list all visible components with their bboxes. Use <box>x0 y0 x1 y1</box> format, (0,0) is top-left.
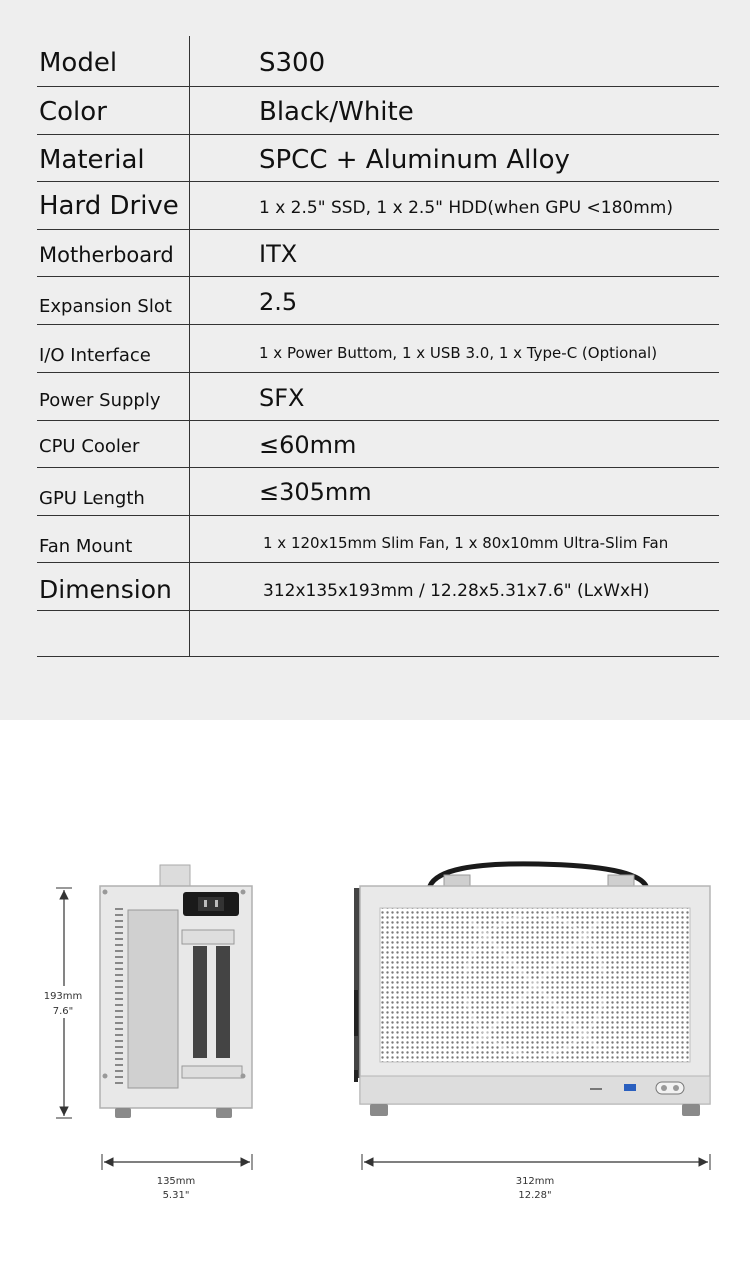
spec-label: GPU Length <box>39 488 145 509</box>
spec-row-motherboard <box>37 230 719 277</box>
spec-row-model <box>37 36 719 87</box>
spec-label: CPU Cooler <box>39 436 140 457</box>
spec-label: Expansion Slot <box>39 296 172 317</box>
length-dimension <box>362 1154 710 1201</box>
width-mm-label: 135mm <box>156 1176 196 1187</box>
spec-label: Fan Mount <box>39 536 133 557</box>
product-dimension-panel <box>0 720 750 1273</box>
spec-row-color <box>37 87 719 135</box>
spec-row-gpu-length <box>37 468 719 516</box>
width-in-label: 5.31" <box>162 1190 190 1201</box>
spec-row-hard-drive <box>37 182 719 230</box>
case-side-view <box>354 864 710 1116</box>
spec-value: Black/White <box>259 97 414 127</box>
spec-value: ≤305mm <box>259 478 372 506</box>
spec-row-material <box>37 135 719 182</box>
spec-value: ≤60mm <box>259 431 357 459</box>
length-in-label: 12.28" <box>518 1190 552 1201</box>
spec-label: Material <box>39 145 145 175</box>
spec-value: 1 x 120x15mm Slim Fan, 1 x 80x10mm Ultra-Slim Fan <box>263 534 669 552</box>
spec-row-cpu-cooler <box>37 421 719 468</box>
spec-row-power-supply <box>37 373 719 421</box>
spec-value: SPCC + Aluminum Alloy <box>259 145 570 175</box>
height-mm-label: 193mm <box>43 991 83 1002</box>
spec-label: Hard Drive <box>39 191 179 221</box>
spec-label: I/O Interface <box>39 345 151 366</box>
case-back-view <box>100 865 252 1118</box>
spec-value: S300 <box>259 48 326 78</box>
length-mm-label: 312mm <box>515 1176 555 1187</box>
spec-label: Motherboard <box>39 243 174 267</box>
spec-value: 312x135x193mm / 12.28x5.31x7.6" (LxWxH) <box>263 581 650 601</box>
width-dimension <box>102 1154 252 1201</box>
spec-value: SFX <box>259 384 305 412</box>
spec-label: Model <box>39 48 118 78</box>
spec-label: Dimension <box>39 575 172 604</box>
spec-value: 2.5 <box>259 288 298 316</box>
spec-row-io-interface <box>37 325 719 373</box>
height-dimension <box>40 888 86 1118</box>
spec-row-expansion-slot <box>37 277 719 325</box>
spec-value: 1 x Power Buttom, 1 x USB 3.0, 1 x Type-C (Optional) <box>259 344 658 362</box>
spec-row-dimension <box>37 563 719 611</box>
height-in-label: 7.6" <box>52 1006 74 1017</box>
spec-row-empty <box>37 611 719 657</box>
spec-label: Color <box>39 97 107 127</box>
spec-value: 1 x 2.5" SSD, 1 x 2.5" HDD(when GPU <180mm) <box>259 198 673 218</box>
spec-row-fan-mount <box>37 516 719 563</box>
product-drawing <box>0 720 750 1273</box>
spec-label: Power Supply <box>39 390 161 411</box>
spec-value: ITX <box>259 240 298 268</box>
